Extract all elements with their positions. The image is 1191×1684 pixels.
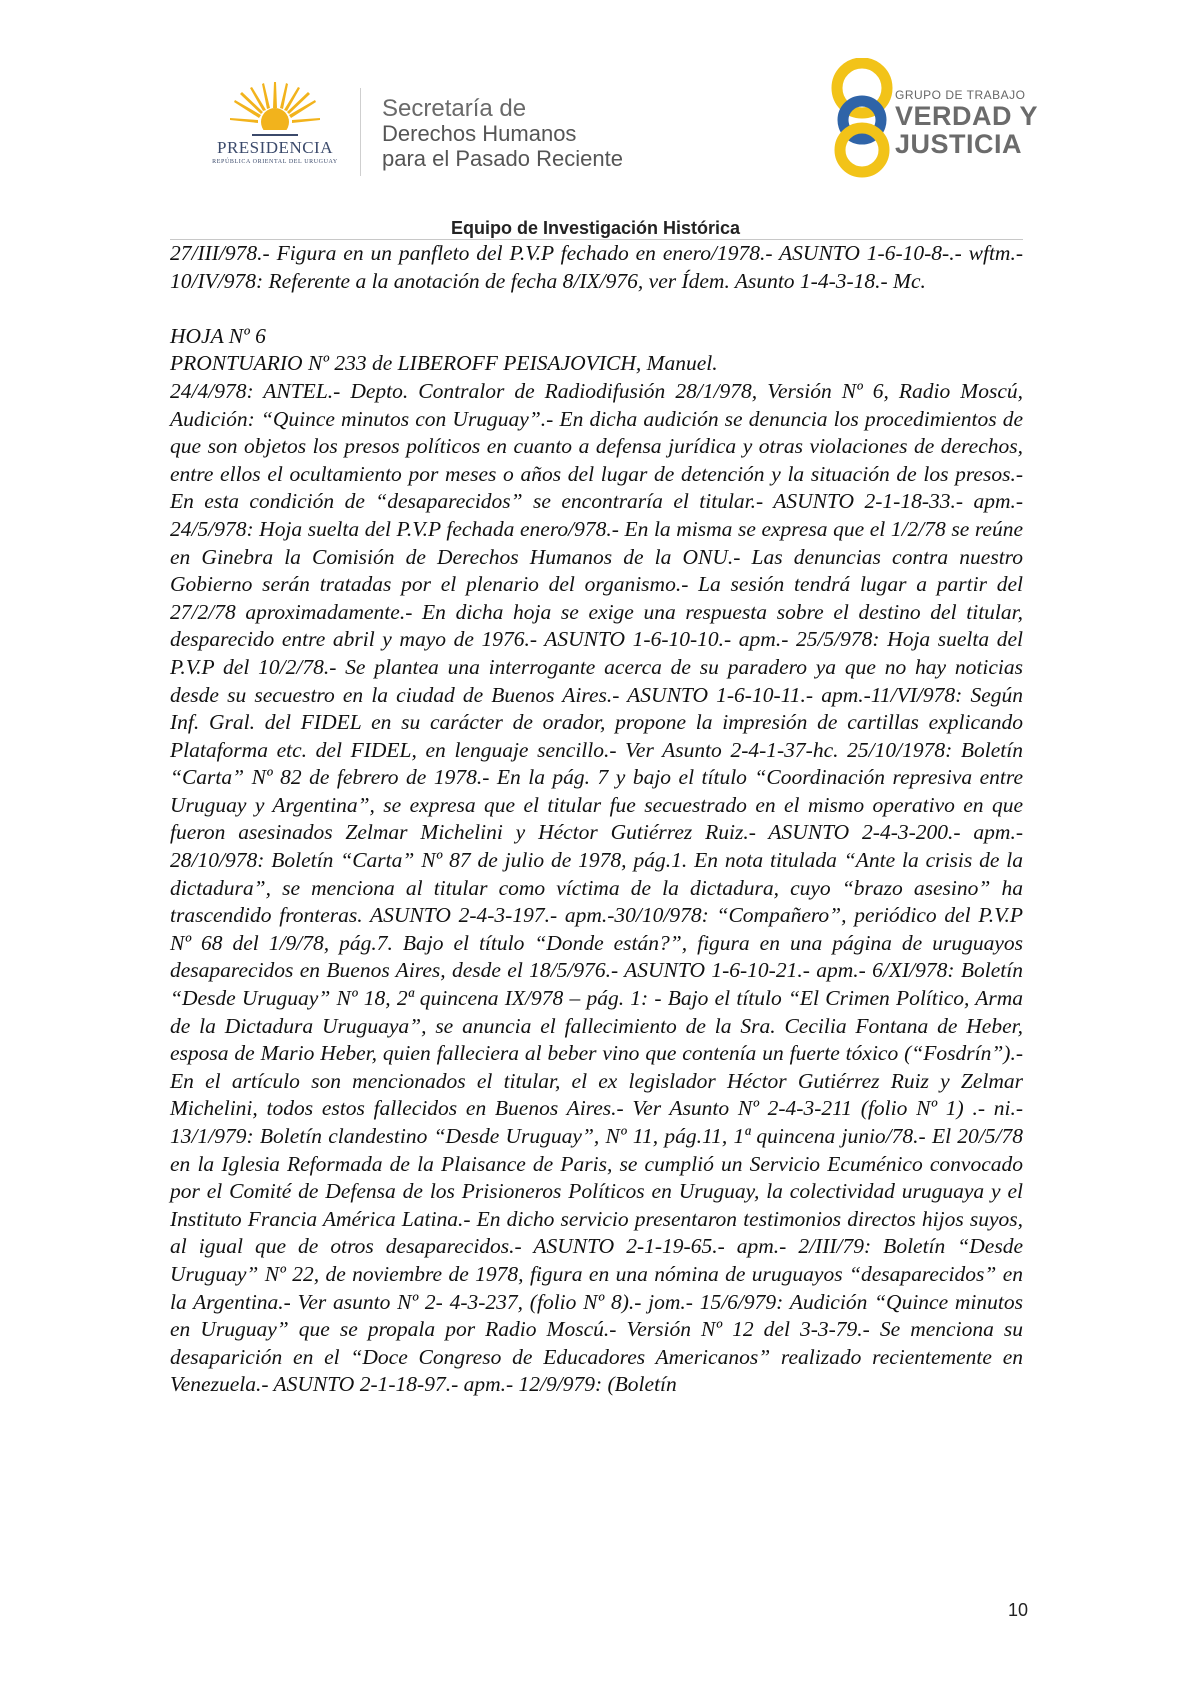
secretaria-line-3: para el Pasado Reciente bbox=[382, 146, 623, 171]
sheet-heading: HOJA Nº 6 bbox=[170, 323, 266, 348]
header-divider bbox=[360, 88, 361, 176]
presidencia-subtitle: REPÚBLICA ORIENTAL DEL URUGUAY bbox=[212, 159, 338, 165]
paragraph-gap bbox=[170, 295, 1023, 323]
page-number: 10 bbox=[1008, 1600, 1029, 1620]
secretaria-logo-text bbox=[382, 96, 623, 171]
sun-emblem-icon bbox=[230, 82, 320, 140]
presidencia-name: PRESIDENCIA bbox=[216, 138, 333, 157]
page-header bbox=[0, 0, 1191, 210]
paragraph-main: 24/4/978: ANTEL.- Depto. Contralor de Radiodifusión 28/1/978, Versión Nº 6, Radio Moscú, Audición: “Quince minutos con Uruguay”.- En dicha audición se denuncia los procedimientos de que son objetos los presos políticos en cuanto a defensa jurídica y otras violaciones de derechos, entre ellos el ocultamiento por meses o años del lugar de detención y la situación de los presos.- En esta condición de “desaparecidos” se encontraría el titular.- ASUNTO 2-1-18-33.- apm.- 24/5/978: Hoja suelta del P.V.P fechada enero/978.- En la misma se expresa que el 1/2/78 se reúne en Ginebra la Comisión de Derechos Humanos de la ONU.- Las denuncias contra nuestro Gobierno serán tratadas por el plenario del organismo.- La sesión tendrá lugar a partir del 27/2/78 aproximadamente.- En dicha hoja se exige una respuesta sobre el destino del titular, desparecido entre abril y mayo de 1976.- ASUNTO 1-6-10-10.- apm.- 25/5/978: Hoja suelta del P.V.P del 10/2/78.- Se plantea una interrogante acerca de su paradero ya que no hay noticias desde su secuestro en la ciudad de Buenos Aires.- ASUNTO 1-6-10-11.- apm.-11/VI/978: Según Inf. Gral. del FIDEL en su carácter de orador, propone la impresión de cartillas explicando Plataforma etc. del FIDEL, en lenguaje sencillo.- Ver Asunto 2-4-1-37-hc. 25/10/1978: Boletín “Carta” Nº 82 de febrero de 1978.- En la pág. 7 y bajo el título “Coordinación represiva entre Uruguay y Argentina”, se expresa que el titular fue secuestrado en el mismo operativo en que fueron asesinados Zelmar Michelini y Héctor Gutiérrez Ruiz.- ASUNTO 2-4-3-200.- apm.- 28/10/978: Boletín “Carta” Nº 87 de julio de 1978, pág.1. En nota titulada “Ante la crisis de la dictadura”, se menciona al titular como víctima de la dictadura, cuyo “brazo asesino” ha trascendido fronteras. ASUNTO 2-4-3-197.- apm.-30/10/978: “Compañero”, periódico del P.V.P Nº 68 del 1/9/78, pág.7. Bajo el título “Donde están?”, figura en una página de uruguayos desaparecidos en Buenos Aires, desde el 18/5/976.- ASUNTO 1-6-10-21.- apm.- 6/XI/978: Boletín “Desde Uruguay” Nº 18, 2ª quincena IX/978 – pág. 1: - Bajo el título “El Crimen Político, Arma de la Dictadura Uruguaya”, se anuncia el fallecimiento de la Sra. Cecilia Fontana de Heber, esposa de Mario Heber, quien falleciera al beber vino que contenía un fuerte tóxico (“Fosdrín”).- En el artículo son mencionados el titular, el ex legislador Héctor Gutiérrez Ruiz y Zelmar Michelini, todos estos fallecidos en Buenos Aires.- Ver Asunto Nº 2-4-3-211 (folio Nº 1) .- ni.- 13/1/979: Boletín clandestino “Desde Uruguay”, Nº 11, pág.11, 1ª quincena junio/78.- El 20/5/78 en la Iglesia Reformada de la Plaisance de Paris, se cumplió un Servicio Ecuménico convocado por el Comité de Defensa de los Prisioneros Políticos en Uruguay, la colectividad uruguaya y el Instituto Francia América Latina.- En dicho servicio presentaron testimonios directos hijos suyos, al igual que de otros desaparecidos.- ASUNTO 2-1-19-65.- apm.- 2/III/79: Boletín “Desde Uruguay” Nº 22, de noviembre de 1978, figura en una nómina de uruguayos “desaparecidos” en la Argentina.- Ver asunto Nº 2- 4-3-237, (folio Nº 8).- jom.- 15/6/979: Audición “Quince minutos en Uruguay” que se propala por Radio Moscú.- Versión Nº 12 del 3-3-79.- Se menciona su desaparición en el “Doce Congreso de Educadores Americanos” realizado recientemente en Venezuela.- ASUNTO 2-1-18-97.- apm.- 12/9/979: (Boletín bbox=[170, 378, 1023, 1397]
grupo-line-2: VERDAD Y bbox=[895, 101, 1039, 131]
grupo-line-1: GRUPO DE TRABAJO bbox=[895, 88, 1026, 102]
team-title: Equipo de Investigación Histórica bbox=[450, 218, 741, 238]
secretaria-line-2: Derechos Humanos bbox=[382, 121, 577, 146]
grupo-line-3: JUSTICIA bbox=[895, 129, 1023, 159]
presidencia-logo bbox=[200, 82, 360, 174]
document-body bbox=[170, 240, 1023, 1399]
paragraph-intro: 27/III/978.- Figura en un panfleto del P.V.P fechado en enero/1978.- ASUNTO 1-6-10-8-.- wftm.- 10/IV/978: Referente a la anotación de fecha 8/IX/976, ver Ídem. Asunto 1-4-3-18.- Mc. bbox=[170, 241, 1023, 293]
grupo-trabajo-text bbox=[895, 88, 1038, 158]
prontuario-heading: PRONTUARIO Nº 233 de LIBEROFF PEISAJOVICH, Manuel. bbox=[170, 351, 718, 376]
verdad-justicia-rings-icon bbox=[822, 58, 902, 178]
secretaria-line-1: Secretaría de bbox=[382, 95, 527, 122]
